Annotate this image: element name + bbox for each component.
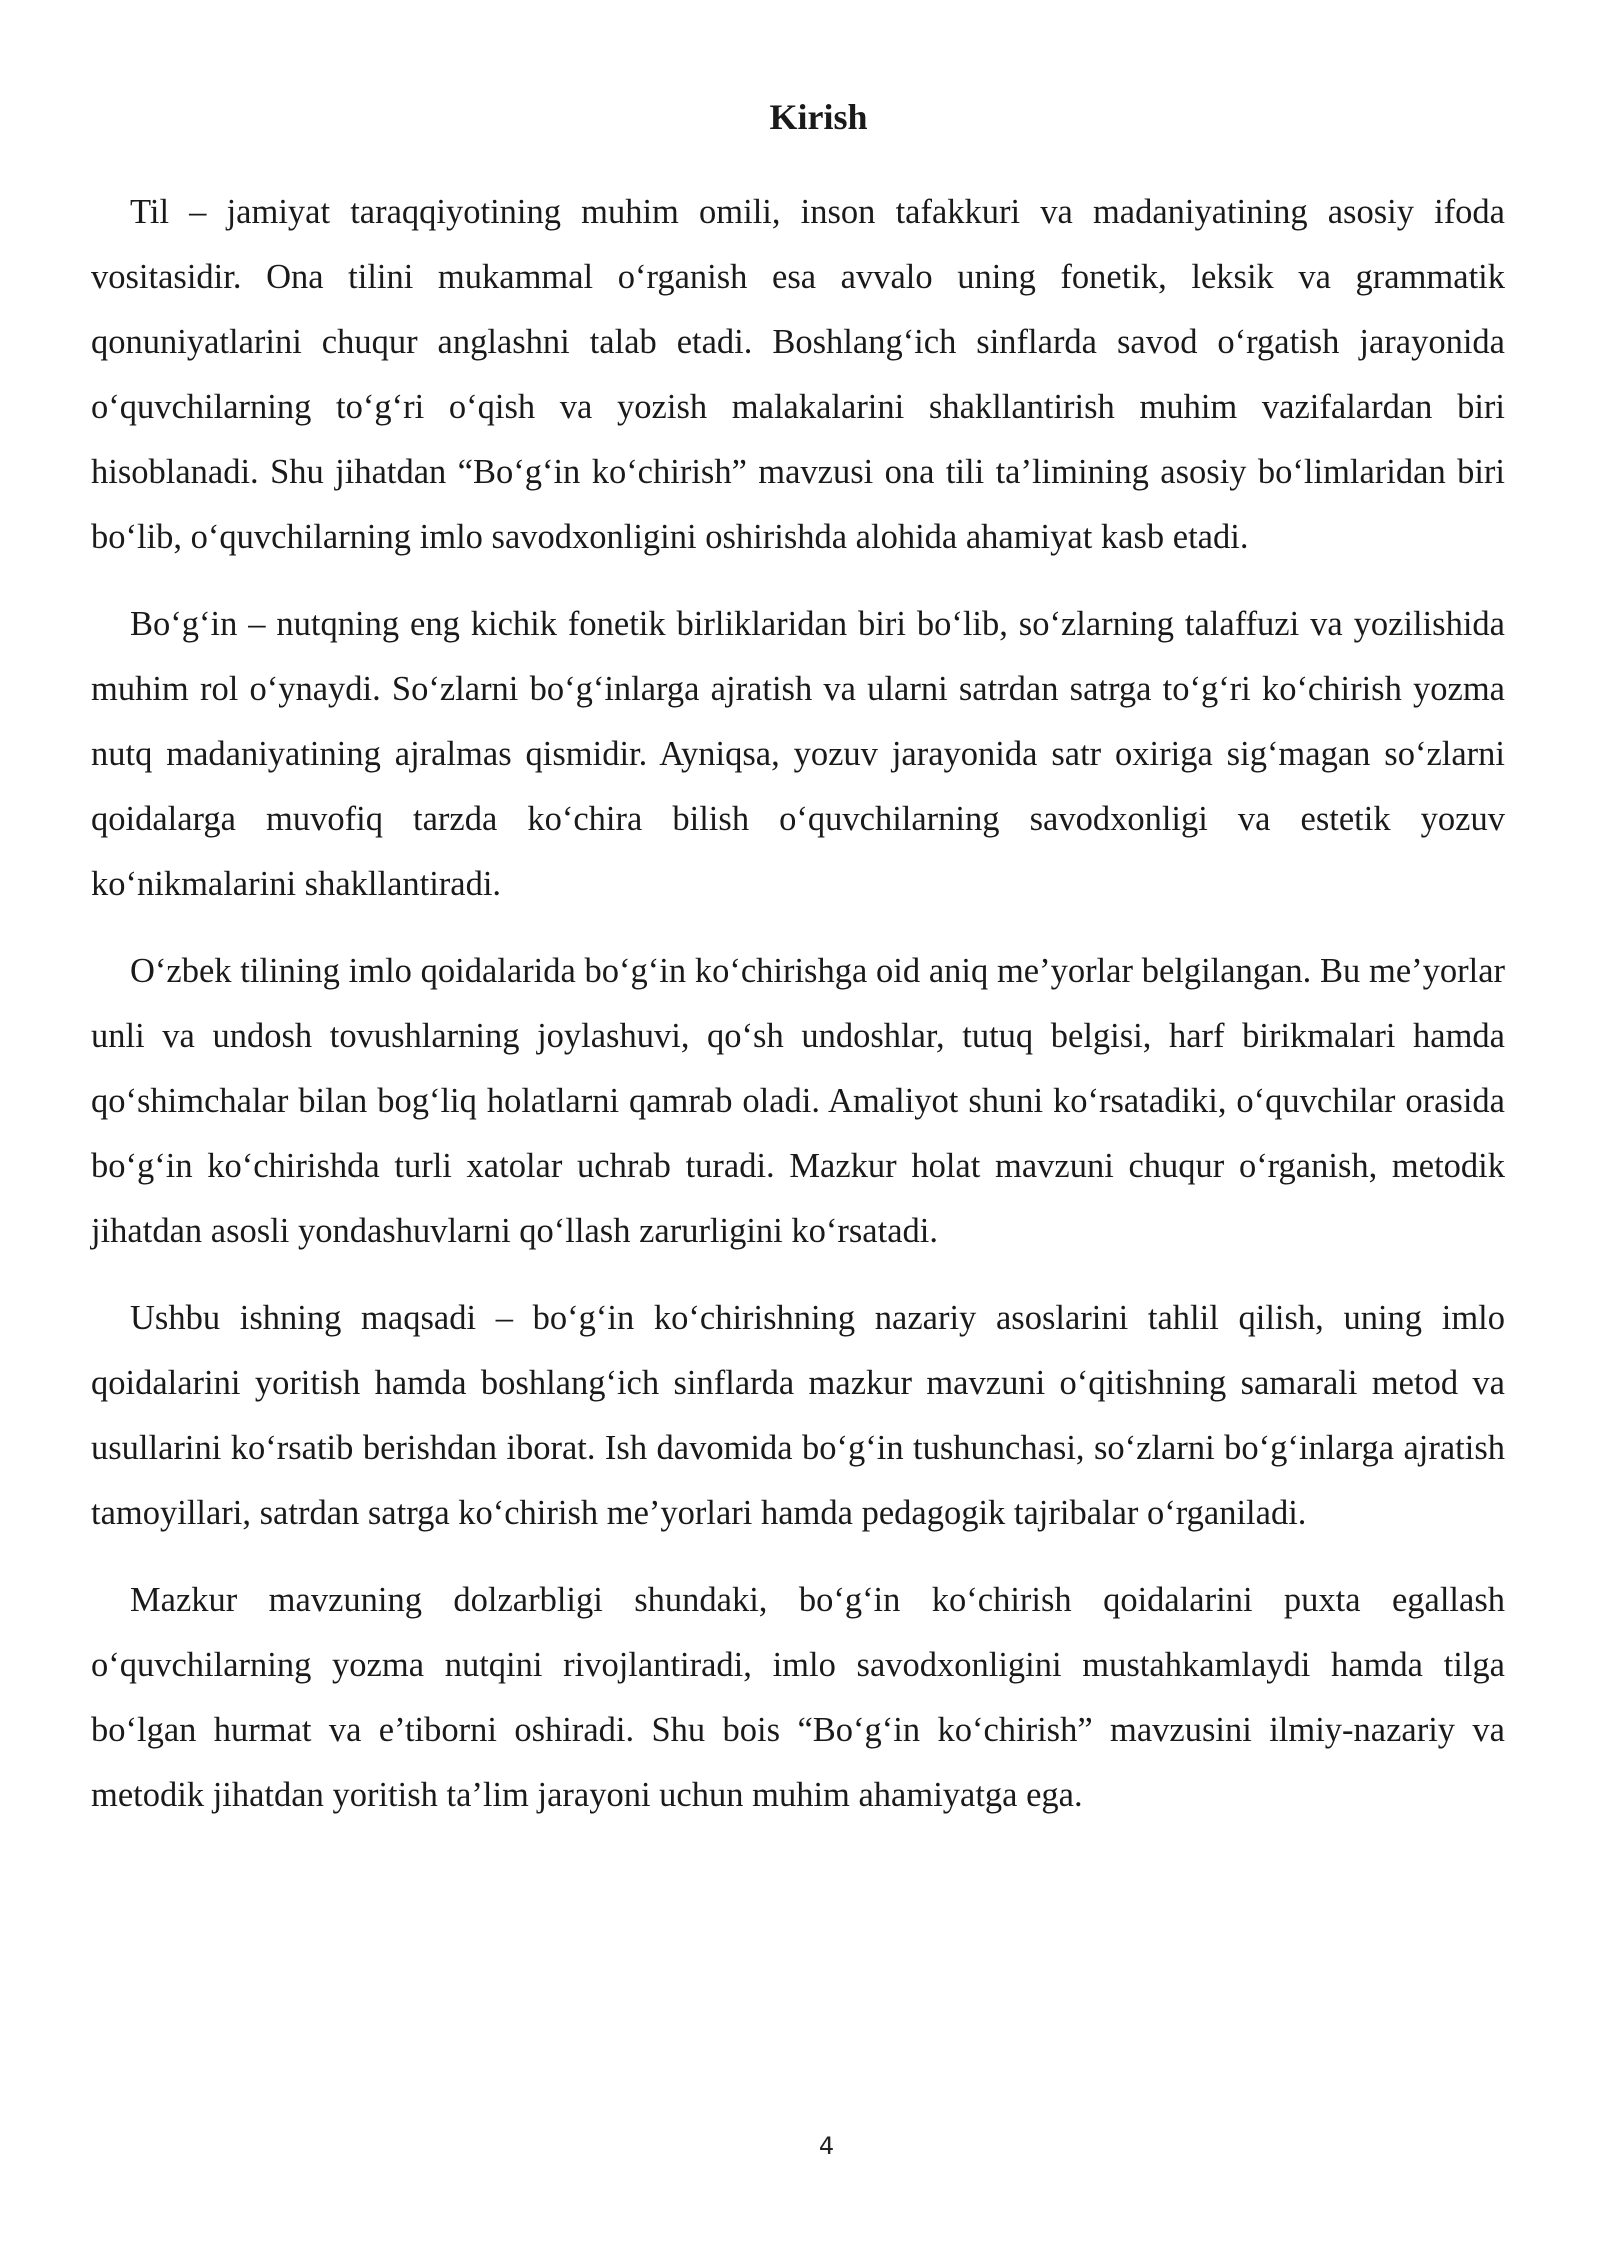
body-text: [91, 180, 1505, 1850]
paragraph-2: Bo‘g‘in – nutqning eng kichik fonetik birliklaridan biri bo‘lib, so‘zlarning talaffuzi va yozilishida muhim rol o‘ynaydi. So‘zlarni bo‘g‘inlarga ajratish va ularni satrdan satrga to‘g‘ri ko‘chirish yozma nutq madaniyatining ajralmas qismidir. Ayniqsa, yozuv jarayonida satr oxiriga sig‘magan so‘zlarni qoidalarga muvofiq tarzda ko‘chira bilish o‘quvchilarning savodxonligi va estetik yozuv ko‘nikmalarini shakllantiradi.: [91, 605, 1505, 903]
paragraph-1: Til – jamiyat taraqqiyotining muhim omili, inson tafakkuri va madaniyatining asosiy ifoda vositasidir. Ona tilini mukammal o‘rganish esa avvalo uning fonetik, leksik va grammatik qonuniyatlarini chuqur anglashni talab etadi. Boshlang‘ich sinflarda savod o‘rgatish jarayonida o‘quvchilarning to‘g‘ri o‘qish va yozish malakalarini shakllantirish muhim vazifalardan biri hisoblanadi. Shu jihatdan “Bo‘g‘in ko‘chirish” mavzusi ona tili ta’limining asosiy bo‘limlaridan biri bo‘lib, o‘quvchilarning imlo savodxonligini oshirishda alohida ahamiyat kasb etadi.: [91, 193, 1505, 556]
paragraph-3: O‘zbek tilining imlo qoidalarida bo‘g‘in ko‘chirishga oid aniq me’yorlar belgilangan. Bu me’yorlar unli va undosh tovushlarning joylashuvi, qo‘sh undoshlar, tutuq belgisi, harf birikmalari hamda qo‘shimchalar bilan bog‘liq holatlarni qamrab oladi. Amaliyot shuni ko‘rsatadiki, o‘quvchilar orasida bo‘g‘in ko‘chirishda turli xatolar uchrab turadi. Mazkur holat mavzuni chuqur o‘rganish, metodik jihatdan asosli yondashuvlarni qo‘llash zarurligini ko‘rsatadi.: [91, 952, 1505, 1250]
paragraph-5: Mazkur mavzuning dolzarbligi shundaki, bo‘g‘in ko‘chirish qoidalarini puxta egallash o‘quvchilarning yozma nutqini rivojlantiradi, imlo savodxonligini mustahkamlaydi hamda tilga bo‘lgan hurmat va e’tiborni oshiradi. Shu bois “Bo‘g‘in ko‘chirish” mavzusini ilmiy-nazariy va metodik jihatdan yoritish ta’lim jarayoni uchun muhim ahamiyatga ega.: [91, 1581, 1505, 1814]
page-number: 4: [818, 2132, 835, 2160]
paragraph-4: Ushbu ishning maqsadi – bo‘g‘in ko‘chirishning nazariy asoslarini tahlil qilish, uning imlo qoidalarini yoritish hamda boshlang‘ich sinflarda mazkur mavzuni o‘qitishning samarali metod va usullarini ko‘rsatib berishdan iborat. Ish davomida bo‘g‘in tushunchasi, so‘zlarni bo‘g‘inlarga ajratish tamoyillari, satrdan satrga ko‘chirish me’yorlari hamda pedagogik tajribalar o‘rganiladi.: [91, 1299, 1505, 1532]
page-title: Kirish: [769, 97, 868, 137]
